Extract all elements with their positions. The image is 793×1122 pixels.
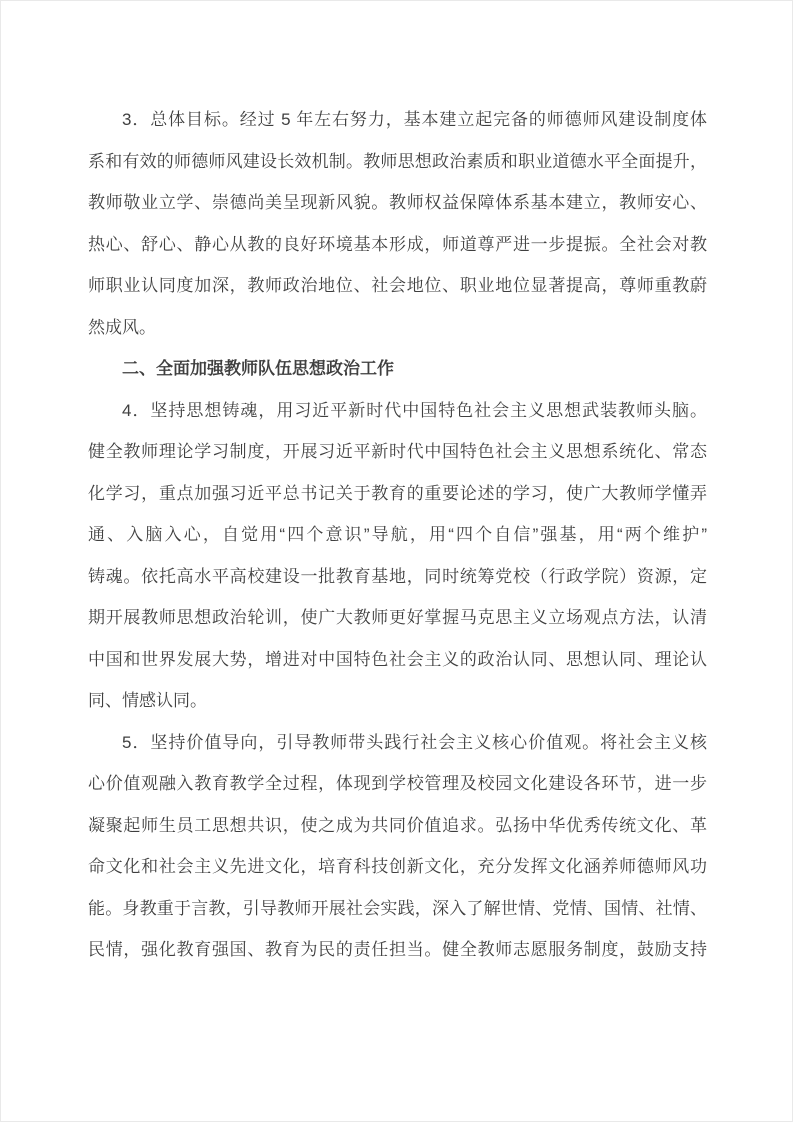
text-line: 凝聚起师生员工思想共识，使之成为共同价值追求。弘扬中华优秀传统文化、革 bbox=[88, 815, 707, 835]
text-line: 4．坚持思想铸魂，用习近平新时代中国特色社会主义思想武装教师头脑。 bbox=[122, 400, 707, 420]
document-content bbox=[88, 99, 707, 971]
text-line: 健全教师理论学习制度，开展习近平新时代中国特色社会主义思想系统化、常态 bbox=[88, 442, 707, 461]
text-line: 中国和世界发展大势，增进对中国特色社会主义的政治认同、思想认同、理论认 bbox=[88, 649, 707, 669]
text-line: 化学习，重点加强习近平总书记关于教育的重要论述的学习，使广大教师学懂弄 bbox=[88, 483, 707, 503]
text-line: 5．坚持价值导向，引导教师带头践行社会主义核心价值观。将社会主义核 bbox=[122, 732, 707, 752]
paragraph bbox=[88, 390, 707, 722]
text-line: 命文化和社会主义先进文化，培育科技创新文化，充分发挥文化涵养师德师风功 bbox=[88, 857, 707, 876]
paragraph bbox=[88, 99, 707, 348]
text-line: 然成风。 bbox=[88, 317, 156, 337]
text-line: 3．总体目标。经过 5 年左右努力，基本建立起完备的师德师风建设制度体 bbox=[122, 110, 707, 129]
text-line: 期开展教师思想政治轮训，使广大教师更好掌握马克思主义立场观点方法，认清 bbox=[88, 608, 707, 627]
text-line: 铸魂。依托高水平高校建设一批教育基地，同时统筹党校（行政学院）资源，定 bbox=[88, 566, 707, 586]
text-line: 师职业认同度加深，教师政治地位、社会地位、职业地位显著提高，尊师重教蔚 bbox=[88, 276, 707, 295]
paragraph bbox=[88, 722, 707, 971]
text-line: 民情，强化教育强国、教育为民的责任担当。健全教师志愿服务制度，鼓励支持 bbox=[88, 940, 707, 959]
text-line: 热心、舒心、静心从教的良好环境基本形成，师道尊严进一步提振。全社会对教 bbox=[88, 234, 707, 254]
text-line: 能。身教重于言教，引导教师开展社会实践，深入了解世情、党情、国情、社情、 bbox=[88, 898, 707, 918]
text-line: 心价值观融入教育教学全过程，体现到学校管理及校园文化建设各环节，进一步 bbox=[88, 774, 707, 793]
text-line: 通、入脑入心，自觉用“四个意识”导航，用“四个自信”强基，用“两个维护” bbox=[88, 525, 707, 544]
section-heading bbox=[88, 348, 707, 390]
text-line: 系和有效的师德师风建设长效机制。教师思想政治素质和职业道德水平全面提升， bbox=[88, 151, 707, 171]
text-line: 教师敬业立学、崇德尚美呈现新风貌。教师权益保障体系基本建立，教师安心、 bbox=[88, 193, 707, 212]
text-line: 同、情感认同。 bbox=[88, 691, 207, 710]
heading-text-line: 二、全面加强教师队伍思想政治工作 bbox=[122, 359, 394, 378]
